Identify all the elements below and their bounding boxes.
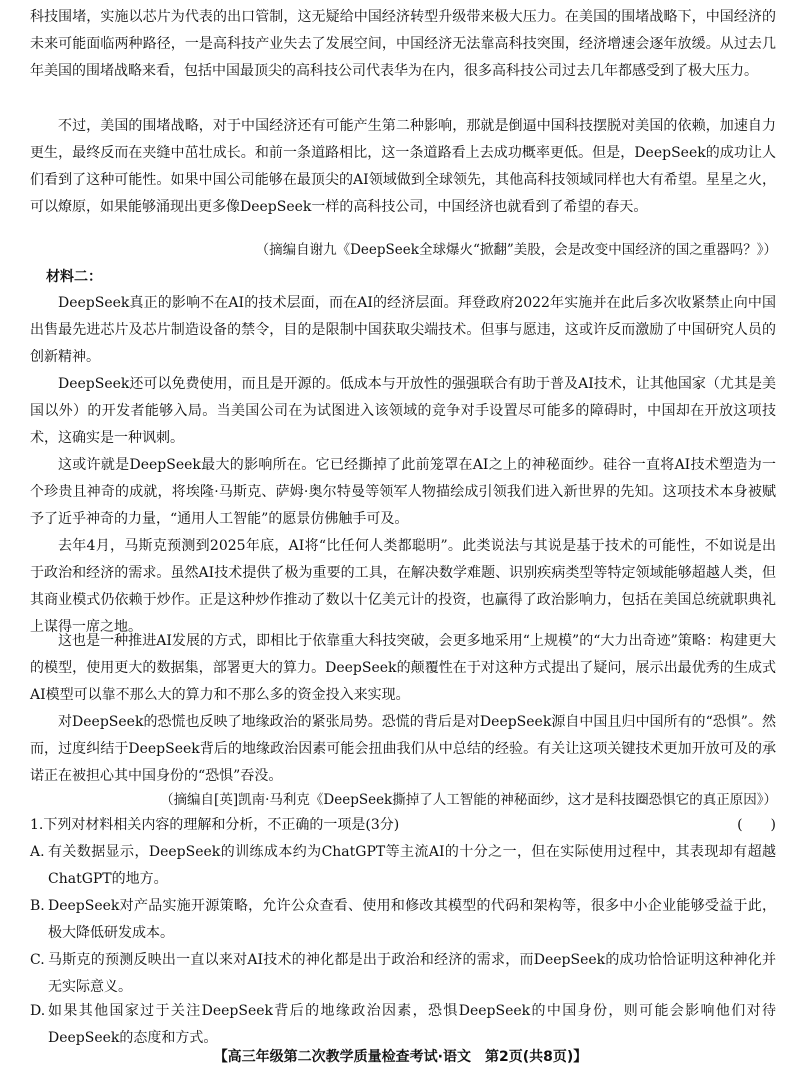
answer-blank: ( ) xyxy=(737,817,776,833)
paragraph-2: 不过，美国的围堵战略，对于中国经济还有可能产生第二种影响，那就是倒逼中国科技摆脱对美国的依赖，加速自力更生，最终反而在夹缝中茁壮成长。和前一条道路相比，这一条道路看上去成功概率更低。但是，DeepSeek的成功让人们看到了这种可能性。如果中国公司能够在最顶尖的AI领域做到全球领先，其他高科技领域同样也大有希望。星星之火，可以燎原，如果能够涌现出更多像DeepSeek一样的高科技公司，中国经济也就看到了希望的春天。 xyxy=(30,118,776,215)
paragraph-5: 这或许就是DeepSeek最大的影响所在。它已经撕掉了此前笼罩在AI之上的神秘面纱。硅谷一直将AI技术塑造为一个珍贵且神奇的成就，将埃隆·马斯克、萨姆·奥尔特曼等领军人物描绘成引领我们进入新世界的先知。这项技术本身被赋予了近乎神奇的力量，“通用人工智能”的愿景仿佛触手可及。 xyxy=(30,457,776,527)
option-letter: B. xyxy=(30,898,45,914)
option-letter: C. xyxy=(30,952,45,968)
citation-1: （摘编自谢九《DeepSeek全球爆火“掀翻”美股，会是改变中国经济的国之重器吗？》） xyxy=(255,242,777,258)
option-text: 有关数据显示，DeepSeek的训练成本约为ChatGPT等主流AI的十分之一，但在实际使用过程中，其表现却有超越ChatGPT的地方。 xyxy=(48,844,776,887)
option-b xyxy=(30,893,776,947)
citation-2: （摘编自[英]凯南·马利克《DeepSeek撕掉了人工智能的神秘面纱，这才是科技圈恐惧它的真正原因》） xyxy=(160,792,777,808)
option-a xyxy=(30,839,776,893)
option-letter: D. xyxy=(30,1003,46,1019)
option-text: DeepSeek对产品实施开源策略，允许公众查看、使用和修改其模型的代码和架构等，很多中小企业能够受益于此，极大降低研发成本。 xyxy=(48,898,776,941)
paragraph-7: 这也是一种推进AI发展的方式，即相比于依靠重大科技突破，会更多地采用“上规模”的“大力出奇迹”策略：构建更大的模型，使用更大的数据集，部署更大的算力。DeepSeek的颠覆性在于对这种方式提出了疑问，展示出最优秀的生成式AI模型可以靠不那么大的算力和不那么多的资金投入来实现。 xyxy=(30,633,776,703)
paragraph-4: DeepSeek还可以免费使用，而且是开源的。低成本与开放性的强强联合有助于普及AI技术，让其他国家（尤其是美国以外）的开发者能够入局。当美国公司在为试图进入该领域的竞争对手设置尽可能多的障碍时，中国却在开放这项技术，这确实是一种讽刺。 xyxy=(30,376,776,446)
question-stem: 1.下列对材料相关内容的理解和分析，不正确的一项是(3分) xyxy=(30,817,400,833)
option-c xyxy=(30,947,776,1001)
option-text: 如果其他国家过于关注DeepSeek背后的地缘政治因素，恐惧DeepSeek的中国身份，则可能会影响他们对待DeepSeek的态度和方式。 xyxy=(48,1003,776,1046)
paragraph-8: 对DeepSeek的恐慌也反映了地缘政治的紧张局势。恐慌的背后是对DeepSeek源自中国且归中国所有的“恐惧”。然而，过度纠结于DeepSeek背后的地缘政治因素可能会扭曲我们从中总结的经验。有关让这项关键技术更加开放可及的承诺正在被担心其中国身份的“恐惧”吞没。 xyxy=(30,714,776,784)
paragraph-1: 科技围堵，实施以芯片为代表的出口管制，这无疑给中国经济转型升级带来极大压力。在美国的围堵战略下，中国经济的未来可能面临两种路径，一是高科技产业失去了发展空间，中国经济无法靠高科技突围，经济增速会逐年放缓。从过去几年美国的围堵战略来看，包括中国最顶尖的高科技公司代表华为在内，很多高科技公司过去几年都感受到了极大压力。 xyxy=(30,9,776,79)
option-text: 马斯克的预测反映出一直以来对AI技术的神化都是出于政治和经济的需求，而DeepSeek的成功恰恰证明这种神化并无实际意义。 xyxy=(48,952,776,995)
material-2-heading: 材料二： xyxy=(46,269,102,285)
option-letter: A. xyxy=(30,844,45,860)
option-d xyxy=(30,998,776,1052)
question-1 xyxy=(30,812,776,839)
page-footer: 【高三年级第二次教学质量检查考试·语文 第2页(共8页)】 xyxy=(213,1049,588,1065)
paragraph-3: DeepSeek真正的影响不在AI的技术层面，而在AI的经济层面。拜登政府2022年实施并在此后多次收紧禁止向中国出售最先进芯片及芯片制造设备的禁令，目的是限制中国获取尖端技术。但事与愿违，这或许反而激励了中国研究人员的创新精神。 xyxy=(30,295,776,365)
paragraph-6: 去年4月，马斯克预测到2025年底，AI将“比任何人类都聪明”。此类说法与其说是基于技术的可能性，不如说是出于政治和经济的需求。虽然AI技术提供了极为重要的工具，在解决数学难题、识别疾病类型等特定领域能够超越人类，但其商业模式仍依赖于炒作。正是这种炒作推动了数以十亿美元计的投资，也赢得了政治影响力，包括在美国总统就职典礼上谋得一席之地。 xyxy=(30,538,776,635)
